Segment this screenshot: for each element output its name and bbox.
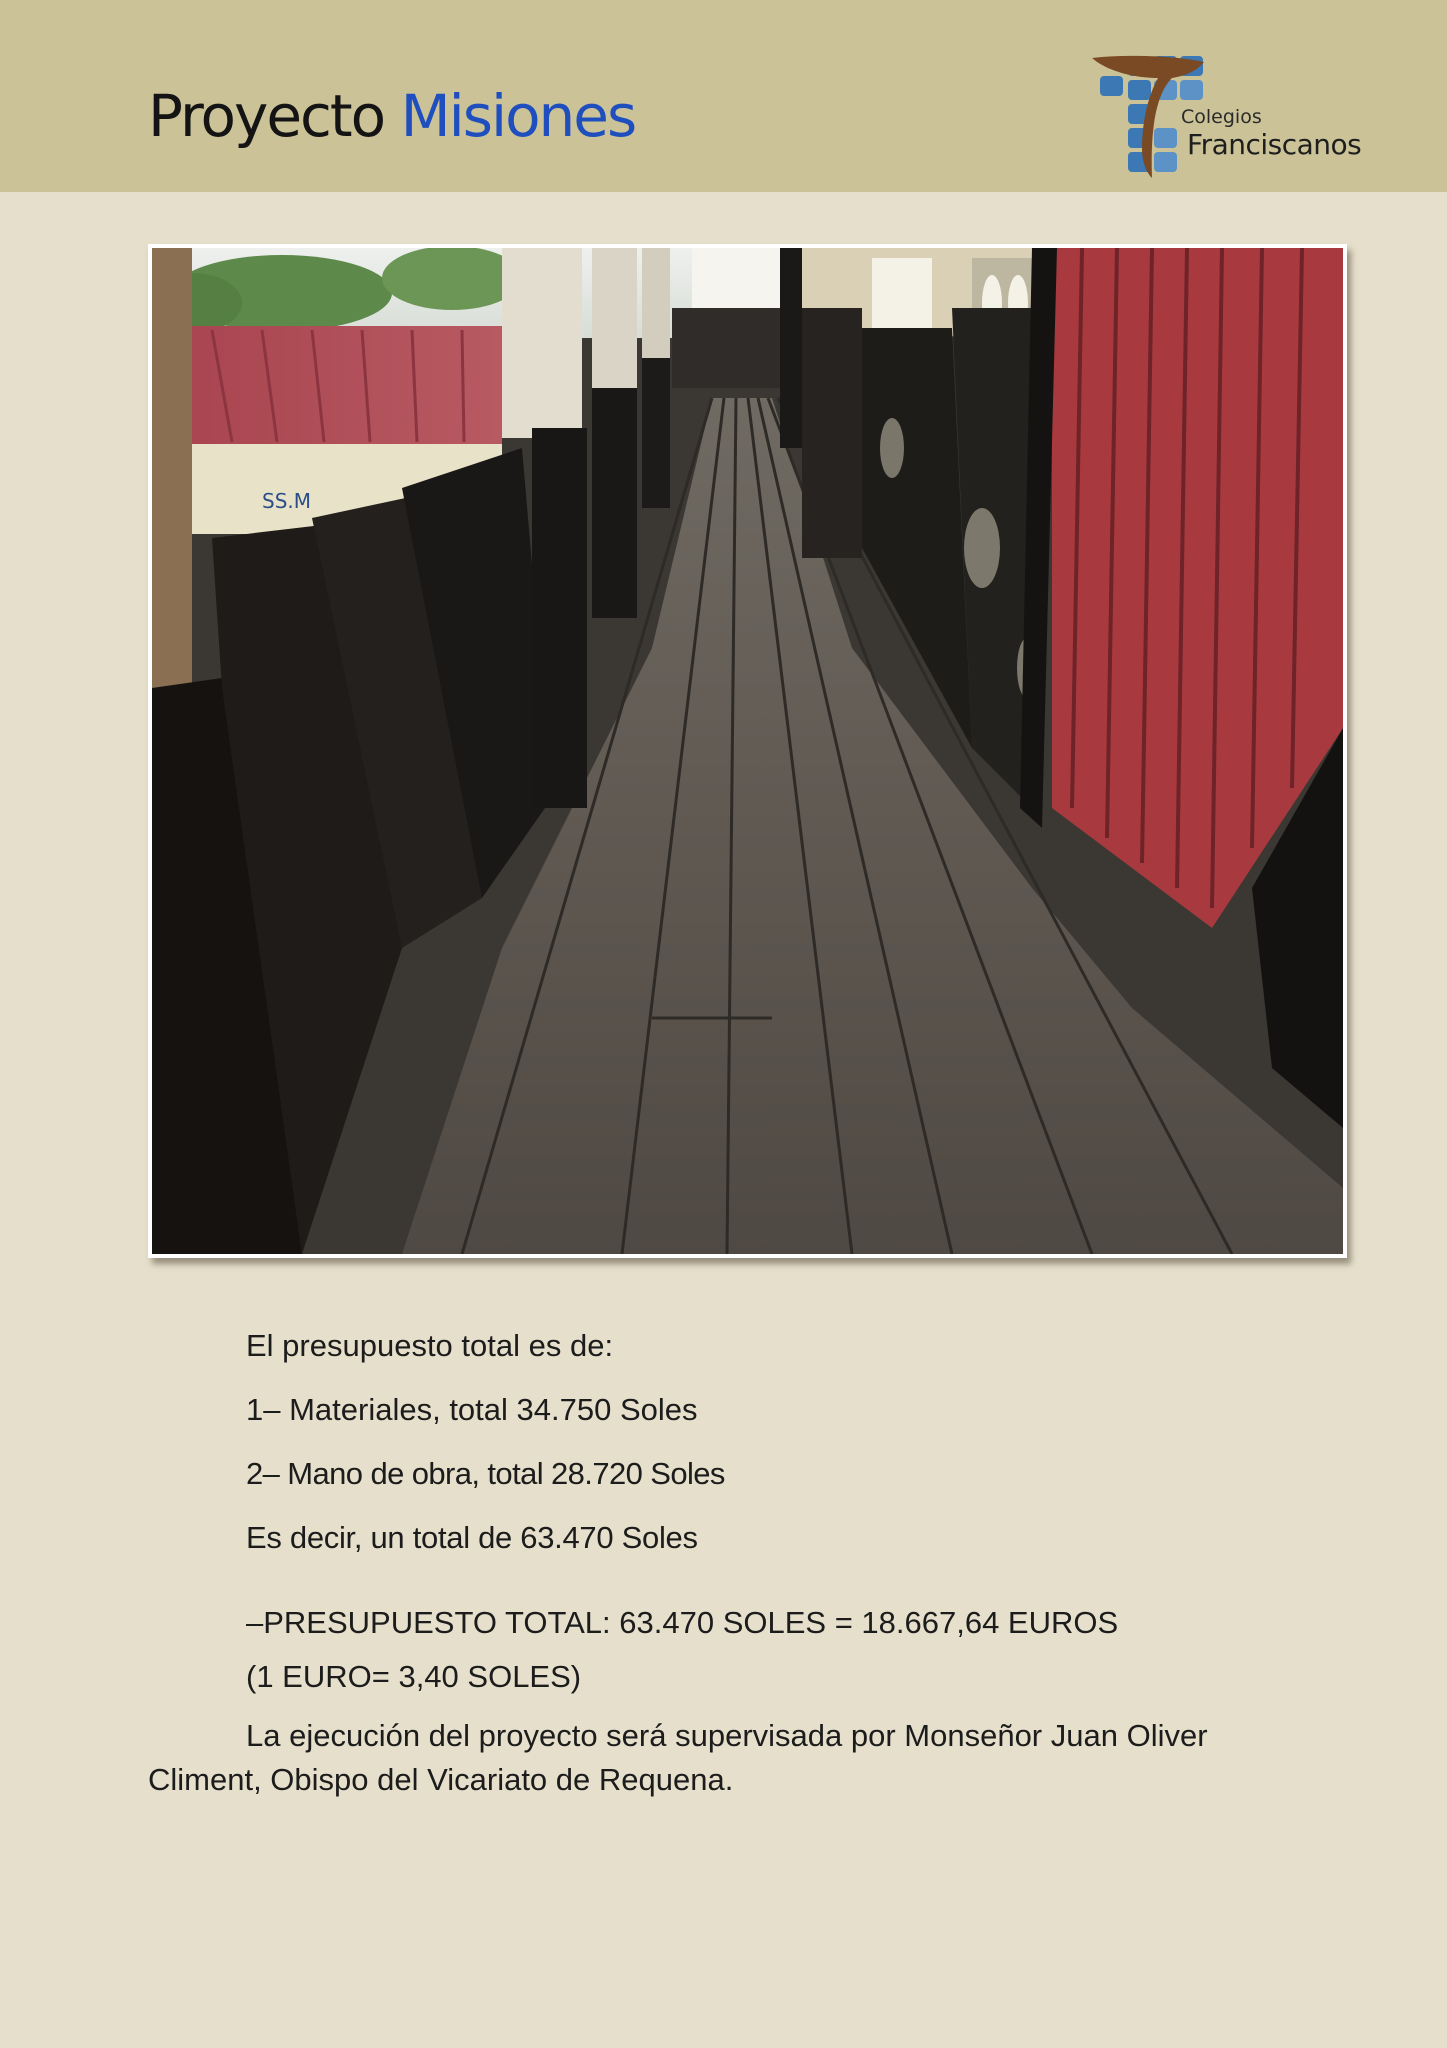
- header-band: [0, 0, 1447, 192]
- page-title: [148, 78, 635, 154]
- exchange-rate: (1 EURO= 3,40 SOLES): [246, 1659, 582, 1694]
- corridor-photo-image: [152, 248, 1343, 1254]
- budget-item-mano-de-obra: 2– Mano de obra, total 28.720 Soles: [246, 1456, 725, 1491]
- supervision-paragraph: La ejecución del proyecto será supervisada por Monseñor Juan Oliver Climent, Obispo del Vicariato de Requena.: [148, 1718, 1208, 1797]
- logo-text-franciscanos: Franciscanos: [1187, 128, 1362, 161]
- budget-summary: –PRESUPUESTO TOTAL: 63.470 SOLES = 18.667,64 EUROS: [246, 1605, 1119, 1640]
- budget-item-materiales: 1– Materiales, total 34.750 Soles: [246, 1392, 698, 1427]
- logo-text-colegios: Colegios: [1181, 106, 1262, 128]
- title-word-proyecto: Proyecto: [148, 82, 385, 150]
- title-word-misiones: Misiones: [400, 82, 636, 150]
- corridor-photo: [148, 244, 1347, 1258]
- budget-intro: El presupuesto total es de:: [246, 1328, 614, 1363]
- wall-sign-text: SS.M: [262, 489, 312, 513]
- budget-total-line: Es decir, un total de 63.470 Soles: [246, 1520, 698, 1555]
